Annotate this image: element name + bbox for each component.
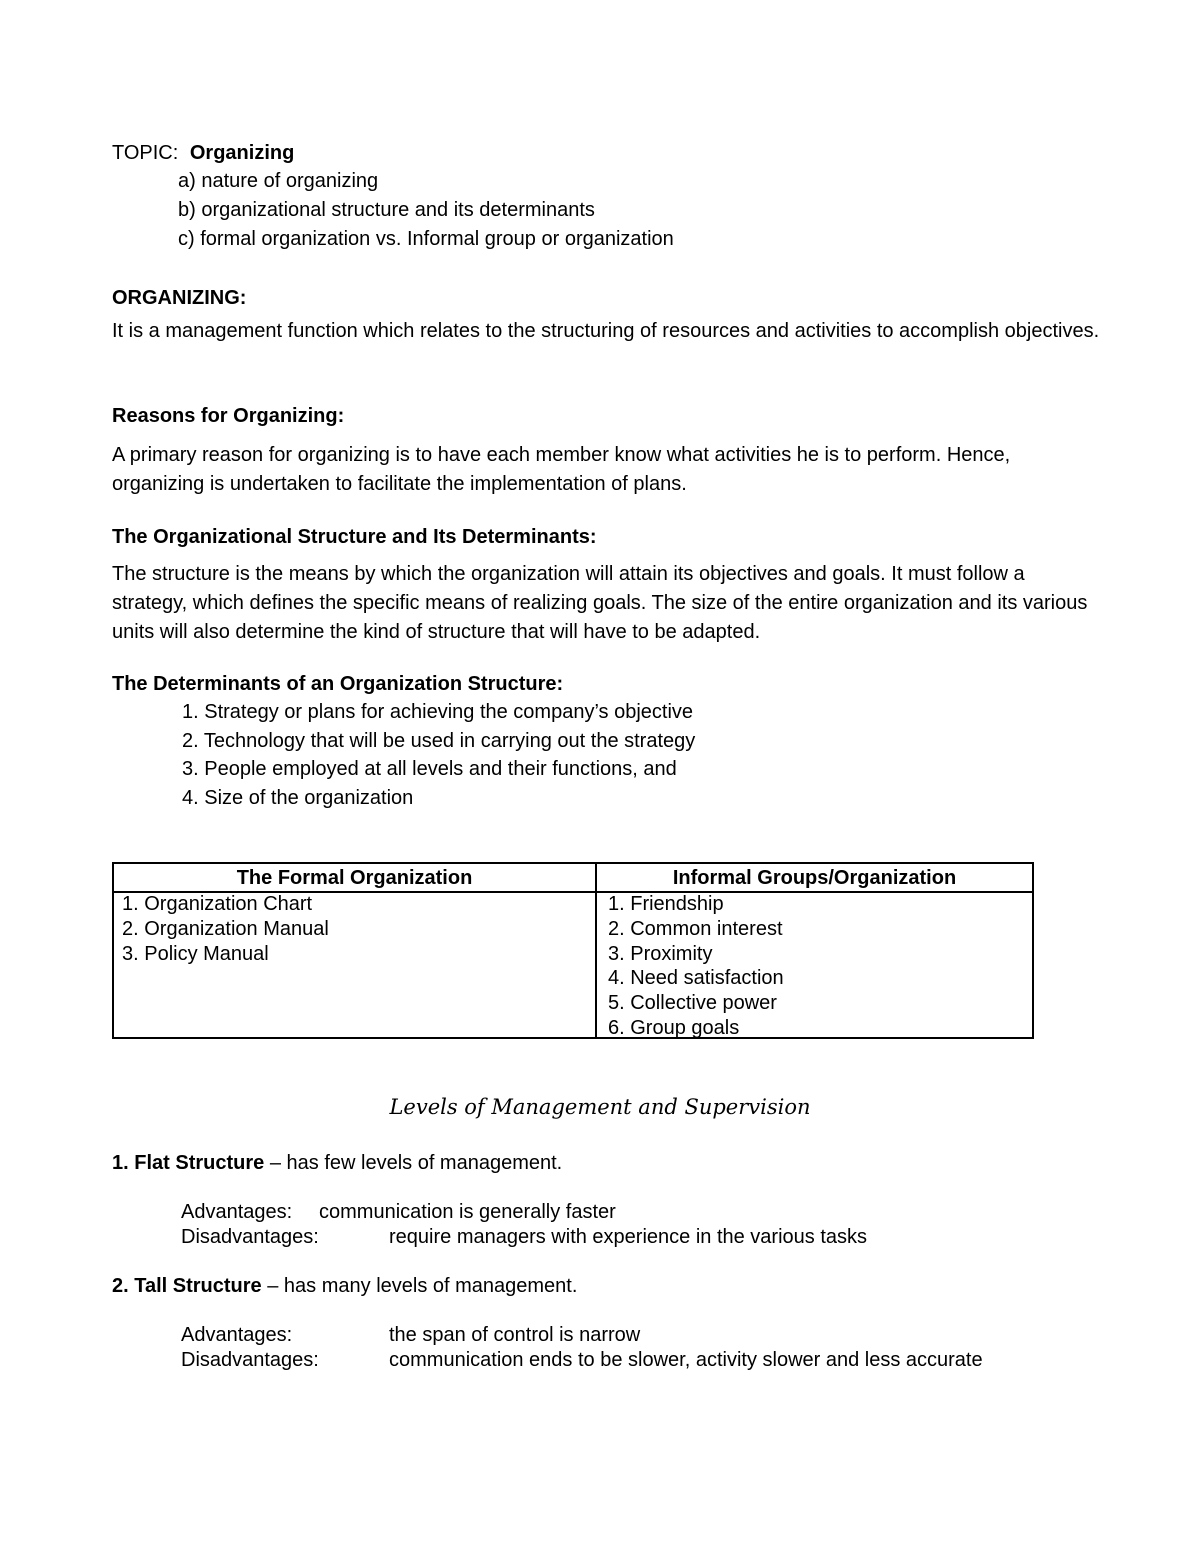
- tall-dis-label: Disadvantages:: [181, 1349, 319, 1371]
- table-cell: 1. Friendship: [608, 893, 724, 915]
- flat-adv-label: Advantages:: [181, 1201, 293, 1223]
- table-cell: 2. Organization Manual: [122, 917, 329, 940]
- comparison-table: [112, 862, 1034, 1039]
- reasons-text: A primary reason for organizing is to have each member know what activities he is to perform. Hence, organizing is undertaken to facilitate the implementation of plans.: [112, 444, 1011, 495]
- table-column-divider: [595, 864, 597, 1037]
- flat-dis-text: require managers with experience in the various tasks: [389, 1226, 868, 1248]
- flat-adv-text: communication is generally faster: [319, 1201, 616, 1223]
- topic-label: TOPIC:: [112, 142, 179, 164]
- table-cell: 5. Collective power: [608, 992, 777, 1015]
- determinant-item: 4. Size of the organization: [182, 787, 414, 809]
- flat-structure-line: [112, 1153, 562, 1173]
- table-cell: 6. Group goals: [608, 1016, 740, 1039]
- organizing-heading: ORGANIZING:: [112, 287, 247, 309]
- table-cell: 3. Policy Manual: [122, 942, 269, 965]
- topic-item: b) organizational structure and its determinants: [178, 199, 595, 221]
- table-header-informal: Informal Groups/Organization: [672, 867, 957, 889]
- flat-desc: – has few levels of management.: [269, 1152, 563, 1174]
- topic-item: c) formal organization vs. Informal group or organization: [178, 228, 674, 250]
- topic-title: Organizing: [189, 142, 295, 164]
- table-column-formal: [122, 892, 329, 966]
- reasons-heading: Reasons for Organizing:: [112, 405, 345, 427]
- table-cell: 4. Need satisfaction: [608, 967, 784, 990]
- determinants-heading: The Determinants of an Organization Structure:: [112, 673, 564, 695]
- tall-desc: – has many levels of management.: [267, 1275, 578, 1297]
- flat-name: Flat Structure: [134, 1152, 265, 1174]
- flat-dis-label: Disadvantages:: [181, 1226, 319, 1248]
- structure-heading: The Organizational Structure and Its Determinants:: [112, 526, 597, 548]
- levels-title: Levels of Management and Supervision: [389, 1095, 811, 1119]
- table-cell: 1. Organization Chart: [122, 893, 313, 915]
- tall-number: 2.: [112, 1275, 129, 1297]
- table-cell: 2. Common interest: [608, 917, 783, 940]
- table-column-informal: [608, 892, 784, 1041]
- tall-name: Tall Structure: [134, 1275, 262, 1297]
- organizing-text: It is a management function which relates to the structuring of resources and activities to accomplish objectives.: [112, 320, 1100, 342]
- tall-adv-label: Advantages:: [181, 1324, 293, 1346]
- tall-dis-text: communication ends to be slower, activity slower and less accurate: [389, 1349, 983, 1371]
- tall-adv-text: the span of control is narrow: [389, 1324, 641, 1346]
- flat-number: 1.: [112, 1152, 129, 1174]
- determinant-item: 3. People employed at all levels and their functions, and: [182, 758, 677, 780]
- structure-text: The structure is the means by which the organization will attain its objectives and goals. It must follow a strategy, which defines the specific means of realizing goals. The size of the entire organization and its various units will also determine the kind of structure that will have to be adapted.: [112, 563, 1088, 643]
- tall-structure-line: [112, 1276, 577, 1296]
- determinant-item: 2. Technology that will be used in carrying out the strategy: [182, 730, 696, 752]
- topic-item: a) nature of organizing: [178, 170, 379, 192]
- table-cell: 3. Proximity: [608, 942, 713, 965]
- topic-line: [112, 143, 294, 163]
- determinant-item: 1. Strategy or plans for achieving the company’s objective: [182, 701, 694, 723]
- table-header-formal: The Formal Organization: [236, 867, 473, 889]
